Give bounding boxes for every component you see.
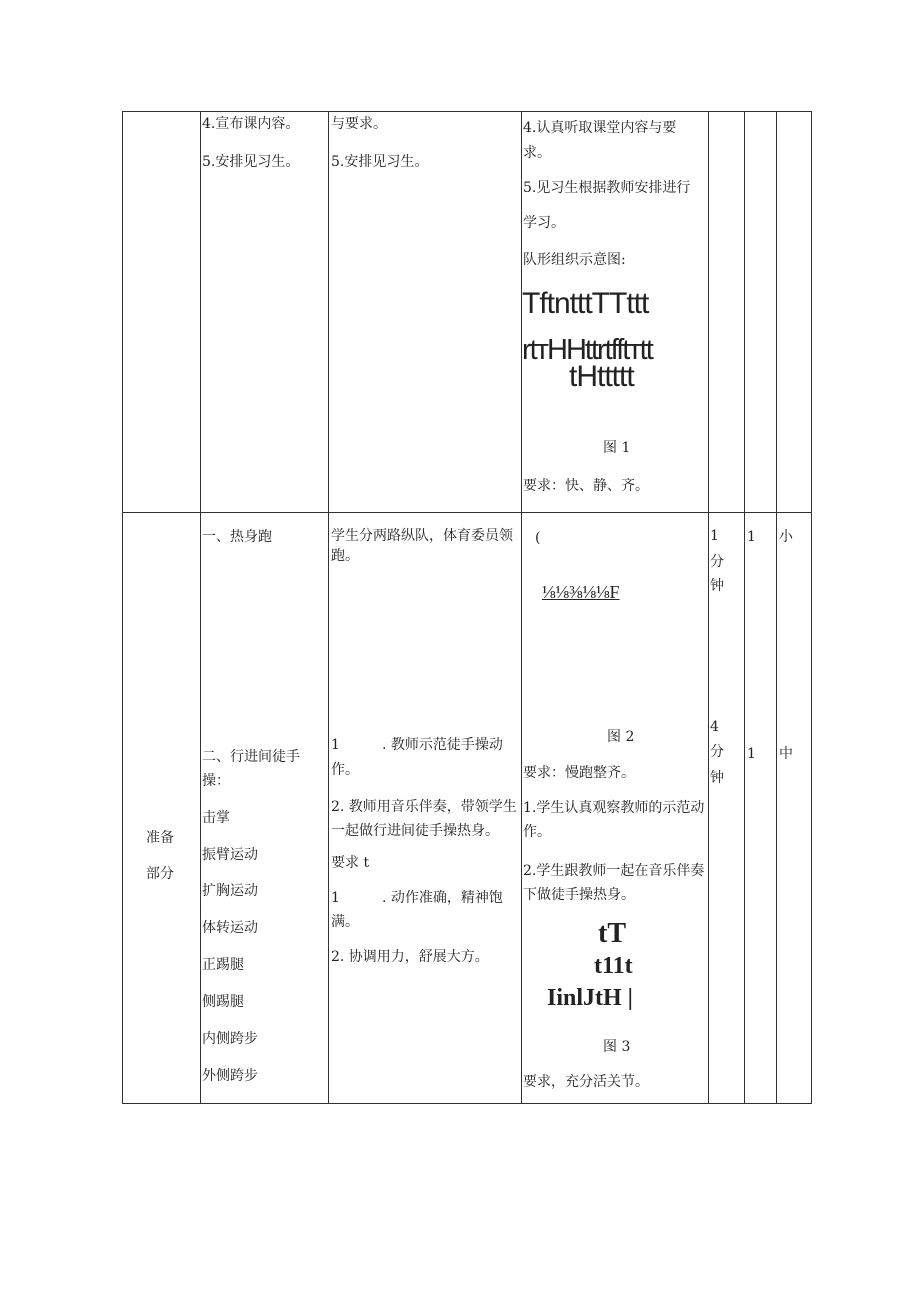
time-1-unit-b: 钟 [710,578,724,594]
figure-3-line-1: tT [598,918,626,949]
teacher2-p2: 2. 教师用音乐伴奏，带领学生一起做行进间徒手操热身。 [331,799,517,839]
teacher-text-1: 与要求。 [331,116,387,132]
teacher2-r1-cont: 满。 [331,914,359,930]
table-right-border [811,111,812,1104]
student2-s2: 2.学生跟教师一起在音乐伴奏下做徒手操热身。 [523,863,705,903]
formation-diagram-line-2: rtтHHttrtfftтtt [522,334,652,366]
col-divider-1 [200,111,201,1104]
figure-2-formula: ⅛⅛⅜⅛⅛F [542,582,620,602]
figure-1-requirement: 要求：快、静、齐。 [523,478,649,494]
col-divider-4 [708,111,709,1104]
intensity-1: 小 [779,529,793,545]
time-2-unit-b: 钟 [710,770,724,786]
warmup-run-item: 一、热身跑 [202,529,272,545]
time-1-digit: 1 [710,528,719,544]
figure-3-caption: 图 3 [603,1039,631,1055]
teacher2-p1-number: 1 [331,737,340,753]
col-divider-5 [744,111,745,1104]
time-2-digit: 4 [710,719,719,735]
content-item-4: 4.宣布课内容。 [202,116,300,132]
calisthenics-item-5: 正踢腿 [202,957,244,973]
figure-1-caption: 图 1 [603,440,631,456]
teacher-text-2: 5.安排见习生。 [331,154,429,170]
figure-2-caption: 图 2 [607,729,635,745]
student-text-1: 4.认真听取课堂内容与要 [523,120,677,136]
figure-3-requirement: 要求，充分活关节。 [523,1074,649,1090]
figure-2-mark: ( [535,530,541,546]
student2-s1: 1.学生认真观察教师的示范动作。 [523,800,705,840]
calisthenics-item-2: 振臂运动 [202,847,258,863]
calisthenics-item-4: 体转运动 [202,920,258,936]
teacher2-r1-number: 1 [331,890,340,906]
calisthenics-item-7: 内侧跨步 [202,1031,258,1047]
figure-2-requirement: 要求：慢跑整齐。 [523,765,635,781]
count-2: 1 [747,746,756,762]
diagram-title: 队形组织示意图: [523,252,626,268]
teacher2-r1-text: . 动作准确，精神饱 [382,890,503,906]
calisthenics-item-6: 侧踢腿 [202,994,244,1010]
time-2-unit-a: 分 [710,744,724,760]
student-text-2: 求。 [523,145,551,161]
teacher2-r2: 2. 协调用力，舒展大方。 [331,949,489,965]
student-text-4: 学习。 [523,215,565,231]
intensity-2: 中 [779,746,793,762]
figure-3-line-2: t11t [594,953,633,979]
student-text-3: 5.见习生根据教师安排进行 [523,180,691,196]
time-1-unit-a: 分 [710,554,724,570]
section-label-line-2: 部分 [146,866,174,882]
table-left-border [122,111,123,1104]
col-divider-6 [776,111,777,1104]
teacher2-p1-text: . 教师示范徒手操动 [382,737,503,753]
col-divider-2 [328,111,329,1104]
section-label-line-1: 准备 [146,830,174,846]
teacher2-requirement-label: 要求 t [331,855,370,871]
calisthenics-item-8: 外侧跨步 [202,1068,258,1084]
content-item-5: 5.安排见习生。 [202,154,300,170]
formation-diagram-line-3: tHttttt [569,360,634,393]
figure-3-line-3: IinlJtH | [547,985,633,1011]
calisthenics-item-1: 击掌 [202,810,230,826]
col-divider-3 [521,111,522,1104]
formation-diagram-line-1: TftntttTTttt [522,287,649,320]
count-1: 1 [747,529,756,545]
teacher2-p1-cont: 作。 [331,762,359,778]
calisthenics-title: 二、行进间徒手操： [202,749,300,789]
warmup-run-teacher: 学生分两路纵队，体育委员领跑。 [331,528,513,564]
calisthenics-item-3: 扩胸运动 [202,883,258,899]
